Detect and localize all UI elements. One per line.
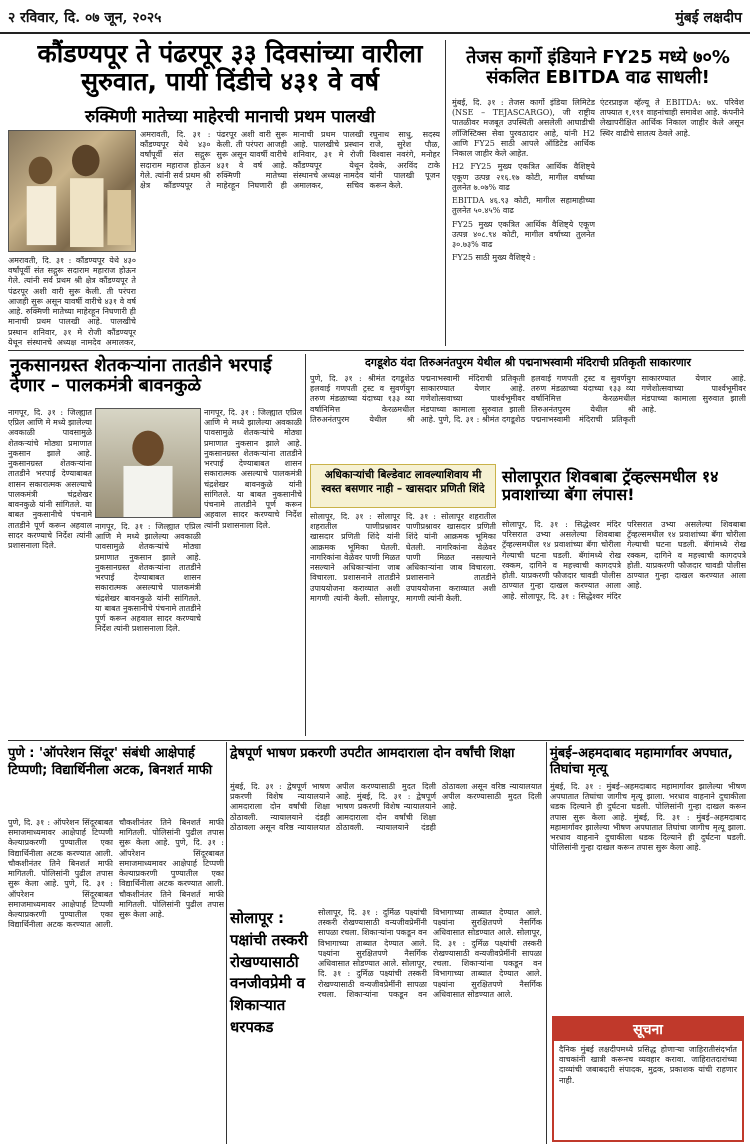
story1-photo (8, 130, 136, 252)
story7-headline: पुणे : 'ऑपरेशन सिंदूर' संबंधी आक्षेपार्ह टिप्पणी; विद्यार्थिनीला अटक, बिनशर्त माफी (8, 746, 213, 778)
story8-body: मुंबई, दि. ३१ : द्वेषपूर्ण भाषण प्रकरणी विशेष न्यायालयाने आमदाराला दोन वर्षांची शिक्षा ठोठावली. न्यायालयाने दंडही ठोठावला असून वरिष्ठ न्यायालयात अपील करण्यासाठी मुदत दिली आहे. मुंबई, दि. ३१ : द्वेषपूर्ण भाषण प्रकरणी विशेष न्यायालयाने आमदाराला दोन वर्षांची शिक्षा ठोठावली. न्यायालयाने दंडही ठोठावला असून वरिष्ठ न्यायालयात अपील करण्यासाठी मुदत दिली आहे. (230, 782, 542, 832)
story5-headline-box: अधिकाऱ्यांची बिल्डेवाट लावल्याशिवाय मी स्वस्त बसणार नाही – खासदार प्रणिती शिंदे (310, 464, 496, 508)
page-header (0, 0, 750, 34)
bullet: EBITDA ४६.९३ कोटी, मागील सहामाहीच्या तुलनेत ५०.४५% वाढ (452, 196, 595, 216)
bullet: H2 FY25 मुख्य एकत्रित आर्थिक वैशिष्ट्ये एकूण उत्पन्न २१६.१७ कोटी, मागील वर्षाच्या तुलनेत ७.०७% वाढ (452, 162, 595, 192)
story1-body-left: अमरावती, दि. ३१ : कौंडण्यपूर येथे ४३० वर्षांपूर्वी संत सद्गुरू सदाराम महाराज होऊन गेले. त्यांनी सर्व प्रथम श्री क्षेत्र कौंडण्यपूर ते पंढरपूर अशी वारी सुरू केली. ती परंपरा आजही सुरू असून यावर्षी वारीचे ४३१ वे वर्ष आहे. रुक्मिणी मातेच्या माहेरहून निघणारी ही मानाची प्रथम पालखी आहे. पालखीचे प्रस्थान शनिवार, ३१ मे रोजी कौंडण्यपूर येथून संस्थानचे अध्यक्ष नामदेव अमालकर, (8, 256, 136, 347)
story8-headline: द्वेषपूर्ण भाषण प्रकरणी उपटीत आमदाराला दोन वर्षांची शिक्षा (230, 746, 515, 761)
horizontal-divider (8, 740, 744, 741)
bullet: FY25 मुख्य एकत्रित आर्थिक वैशिष्ट्ये एकूण उत्पन्न ४०८.९४ कोटी, मागील वर्षाच्या तुलनेत ३०.७३% वाढ (452, 219, 595, 250)
story4-headline: दगडूशेठ यंदा तिरुअनंतपुरम येथील श्री पद्मनाभस्वामी मंदिराची प्रतिकृती साकारणार (364, 356, 692, 369)
story7-body: पुणे, दि. ३१ : ऑपरेशन सिंदूरबाबत समाजमाध्यमावर आक्षेपार्ह टिप्पणी केल्याप्रकरणी पुण्यातील एका विद्यार्थिनीला अटक करण्यात आली. चौकशीनंतर तिने बिनशर्त माफी मागितली. पोलिसांनी पुढील तपास सुरू केला आहे. पुणे, दि. ३१ : ऑपरेशन सिंदूरबाबत समाजमाध्यमावर आक्षेपार्ह टिप्पणी केल्याप्रकरणी पुण्यातील एका विद्यार्थिनीला अटक करण्यात आली. चौकशीनंतर तिने बिनशर्त माफी मागितली. पोलिसांनी पुढील तपास सुरू केला आहे. पुणे, दि. ३१ : ऑपरेशन सिंदूरबाबत समाजमाध्यमावर आक्षेपार्ह टिप्पणी केल्याप्रकरणी पुण्यातील एका विद्यार्थिनीला अटक करण्यात आली. चौकशीनंतर तिने बिनशर्त माफी मागितली. पोलिसांनी पुढील तपास सुरू केला आहे. (8, 818, 224, 930)
vertical-divider (445, 40, 446, 346)
story10-body: सोलापूर, दि. ३१ : दुर्मिळ पक्ष्यांची तस्करी रोखण्यासाठी वन्यजीवप्रेमींनी सापळा रचला. शिकाऱ्यांना पकडून वन विभागाच्या ताब्यात देण्यात आले. पक्ष्यांना सुरक्षितपणे नैसर्गिक अधिवासात सोडण्यात आले. सोलापूर, दि. ३१ : दुर्मिळ पक्ष्यांची तस्करी रोखण्यासाठी वन्यजीवप्रेमींनी सापळा रचला. शिकाऱ्यांना पकडून वन विभागाच्या ताब्यात देण्यात आले. पक्ष्यांना सुरक्षितपणे नैसर्गिक अधिवासात सोडण्यात आले. सोलापूर, दि. ३१ : दुर्मिळ पक्ष्यांची तस्करी रोखण्यासाठी वन्यजीवप्रेमींनी सापळा रचला. शिकाऱ्यांना पकडून वन विभागाच्या ताब्यात देण्यात आले. पक्ष्यांना सुरक्षितपणे नैसर्गिक अधिवासात सोडण्यात आले. (318, 908, 542, 999)
story9-headline: मुंबई–अहमदाबाद महामार्गावर अपघात, तिघांचा मृत्यू (550, 746, 733, 778)
story10-headline: सोलापूर : पक्षांची तस्करी रोखण्यासाठी वनजीवप्रेमी व शिकाऱ्यात धरपकड (230, 909, 308, 1036)
story9-body: मुंबई, दि. ३१ : मुंबई–अहमदाबाद महामार्गावर झालेल्या भीषण अपघातात तिघांचा जागीच मृत्यू झाला. भरधाव वाहनाने दुचाकीला धडक दिल्याने ही दुर्घटना घडली. पोलिसांनी गुन्हा दाखल करून तपास सुरू केला आहे. मुंबई, दि. ३१ : मुंबई–अहमदाबाद महामार्गावर झालेल्या भीषण अपघातात तिघांचा जागीच मृत्यू झाला. भरधाव वाहनाने दुचाकीला धडक दिल्याने ही दुर्घटना घडली. पोलिसांनी गुन्हा दाखल करून तपास सुरू केला आहे. (550, 782, 746, 853)
story1-subhead: रुक्मिणी मातेच्या माहेरची मानाची प्रथम पालखी (84, 107, 375, 127)
story4-body: पुणे, दि. ३१ : श्रीमंत दगडूशेठ हलवाई गणपती ट्रस्ट व सुवर्णयुग तरुण मंडळाच्या यंदाच्या १३३ व्या वर्षानिमित्त केरळमधील तिरुअनंतपुरम येथील श्री पद्मनाभस्वामी मंदिराची प्रतिकृती साकारण्यात येणार आहे. गणेशोत्सवाच्या पार्श्वभूमीवर मंडपाच्या कामाला सुरुवात झाली आहे. पुणे, दि. ३१ : श्रीमंत दगडूशेठ हलवाई गणपती ट्रस्ट व सुवर्णयुग तरुण मंडळाच्या यंदाच्या १३३ व्या वर्षानिमित्त केरळमधील तिरुअनंतपुरम येथील श्री पद्मनाभस्वामी मंदिराची प्रतिकृती साकारण्यात येणार आहे. गणेशोत्सवाच्या पार्श्वभूमीवर मंडपाच्या कामाला सुरुवात झाली आहे. (310, 374, 746, 424)
story6-headline: सोलापूरात शिवबाबा ट्रॅव्हल्समधील १४ प्रवाशांच्या बॅगा लंपास! (502, 467, 719, 505)
story3-body-left: नागपूर, दि. ३१ : जिल्ह्यात एप्रिल आणि मे मध्ये झालेल्या अवकाळी पावसामुळे शेतकऱ्यांचे मोठ्या प्रमाणात नुकसान झाले आहे. नुकसानग्रस्त शेतकऱ्यांना तातडीने भरपाई देण्याबाबत शासन सकारात्मक असल्याचे पालकमंत्री चंद्रशेखर बावनकुळे यांनी सांगितले. या बाबत नुकसानीचे पंचनामे तातडीने पूर्ण करून अहवाल सादर करण्याचे निर्देश त्यांनी प्रशासनाला दिले. (8, 408, 92, 551)
masthead: मुंबई लक्षदीप (675, 10, 742, 26)
bullet: FY25 साठी मुख्य वैशिष्ट्ये : (452, 253, 536, 263)
notice-box (552, 1016, 744, 1142)
vertical-divider (546, 742, 547, 1144)
story2-body-right: एंटरप्राइज व्हॅल्यू ते EBITDA: ७x. परिवेश ताफ्यात १,१९१ वाहनांचाही समावेश आहे. कंपनीने लेखापरीक्षित आर्थिक निकाल जाहीर केले असून स्थिर वाढीचे सातत्य ठेवले आहे. (600, 98, 744, 138)
notice-title: सूचना (554, 1018, 742, 1041)
story2-headline: तेजस कार्गो इंडियाने FY25 मध्ये ७०% संकलित EBITDA वाढ साधली! (466, 47, 730, 89)
story5-body: सोलापूर, दि. ३१ : सोलापूर शहरातील पाणीप्रश्नावर खासदार प्रणिती शिंदे यांनी आक्रमक भूमिका घेतली. नागरिकांना वेळेवर पाणी मिळत नसल्याने अधिकाऱ्यांना जाब विचारला. प्रशासनाने तातडीने उपाययोजना कराव्यात अशी मागणी त्यांनी केली. सोलापूर, दि. ३१ : सोलापूर शहरातील पाणीप्रश्नावर खासदार प्रणिती शिंदे यांनी आक्रमक भूमिका घेतली. नागरिकांना वेळेवर पाणी मिळत नसल्याने अधिकाऱ्यांना जाब विचारला. प्रशासनाने तातडीने उपाययोजना कराव्यात अशी मागणी त्यांनी केली. (310, 512, 496, 603)
vertical-divider (305, 354, 306, 736)
story6-body: सोलापूर, दि. ३१ : सिद्धेश्वर मंदिर परिसरात उभ्या असलेल्या शिवबाबा ट्रॅव्हल्समधील १४ प्रवाशांच्या बॅगा चोरीला गेल्याची घटना घडली. बॅगांमध्ये रोख रक्कम, दागिने व महत्त्वाची कागदपत्रे होती. याप्रकरणी फौजदार चावडी पोलीस ठाण्यात गुन्हा दाखल करण्यात आला आहे. सोलापूर, दि. ३१ : सिद्धेश्वर मंदिर परिसरात उभ्या असलेल्या शिवबाबा ट्रॅव्हल्समधील १४ प्रवाशांच्या बॅगा चोरीला गेल्याची घटना घडली. बॅगांमध्ये रोख रक्कम, दागिने व महत्त्वाची कागदपत्रे होती. याप्रकरणी फौजदार चावडी पोलीस ठाण्यात गुन्हा दाखल करण्यात आला आहे. (502, 520, 746, 601)
story3-photo (95, 408, 201, 518)
vertical-divider (226, 742, 227, 1144)
horizontal-divider (8, 350, 744, 351)
story1-body: अमरावती, दि. ३१ : कौंडण्यपूर येथे ४३० वर्षांपूर्वी संत सद्गुरू सदाराम महाराज होऊन गेले. त्यांनी सर्व प्रथम श्री क्षेत्र कौंडण्यपूर ते पंढरपूर अशी वारी सुरू केली. ती परंपरा आजही सुरू असून यावर्षी वारीचे ४३१ वे वर्ष आहे. रुक्मिणी मातेच्या माहेरहून निघणारी ही मानाची प्रथम पालखी आहे. पालखीचे प्रस्थान शनिवार, ३१ मे रोजी कौंडण्यपूर येथून संस्थानचे अध्यक्ष नामदेव अमालकर, सचिव रघुनाथ साधु, सदस्य राजे, सुरेश पौळ, विश्वास नवरंगे, मनोहर देवके, अरविंद टाके यांनी पालखी पूजन करून केले. (140, 130, 440, 191)
page-number-date: २ रविवार, दि. ०७ जून, २०२५ (8, 10, 162, 26)
story2-body: मुंबई, दि. ३१ : तेजस कार्गो इंडिया लिमिटेड (NSE – TEJASCARGO), जी राष्ट्रीय पातळीवर मजबूत उपस्थिती असलेली आघाडीची लॉजिस्टिक्स सेवा पुरवठादार आहे, यांनी H2 आणि FY25 साठी आपले ऑडिटेड आर्थिक निकाल जाहीर केले आहेत. H2 FY25 मुख्य एकत्रित आर्थिक वैशिष्ट्ये एकूण उत्पन्न २१६.१७ कोटी, मागील वर्षाच्या तुलनेत ७.०७% वाढ EBITDA ४६.९३ कोटी, मागील सहामाहीच्या तुलनेत ५०.४५% वाढ FY25 मुख्य एकत्रित आर्थिक वैशिष्ट्ये एकूण उत्पन्न ४०८.९४ कोटी, मागील वर्षाच्या तुलनेत ३०.७३% वाढ FY25 साठी मुख्य वैशिष्ट्ये : (452, 98, 595, 263)
story3-body-mid: नागपूर, दि. ३१ : जिल्ह्यात एप्रिल आणि मे मध्ये झालेल्या अवकाळी पावसामुळे शेतकऱ्यांचे मोठ्या प्रमाणात नुकसान झाले आहे. नुकसानग्रस्त शेतकऱ्यांना तातडीने भरपाई देण्याबाबत शासन सकारात्मक असल्याचे पालकमंत्री चंद्रशेखर बावनकुळे यांनी सांगितले. या बाबत नुकसानीचे पंचनामे तातडीने पूर्ण करून अहवाल सादर करण्याचे निर्देश त्यांनी प्रशासनाला दिले. (95, 522, 201, 634)
notice-body: दैनिक मुंबई लक्षदीपमध्ये प्रसिद्ध होणाऱ्या जाहिरातीसंदर्भात वाचकांनी खात्री करूनच व्यवहार करावा. जाहिरातदारांच्या दाव्यांची जबाबदारी संपादक, मुद्रक, प्रकाशक यांची राहणार नाही. (559, 1045, 737, 1085)
story1-headline: कौंडण्यपूर ते पंढरपूर ३३ दिवसांच्या वारीला सुरुवात, पायी दिंडीचे ४३१ वे वर्ष (37, 39, 423, 96)
story3-body-right: नागपूर, दि. ३१ : जिल्ह्यात एप्रिल आणि मे मध्ये झालेल्या अवकाळी पावसामुळे शेतकऱ्यांचे मोठ्या प्रमाणात नुकसान झाले आहे. नुकसानग्रस्त शेतकऱ्यांना तातडीने भरपाई देण्याबाबत शासन सकारात्मक असल्याचे पालकमंत्री चंद्रशेखर बावनकुळे यांनी सांगितले. या बाबत नुकसानीचे पंचनामे तातडीने पूर्ण करून अहवाल सादर करण्याचे निर्देश त्यांनी प्रशासनाला दिले. (204, 408, 302, 530)
story3-headline: नुकसानग्रस्त शेतकऱ्यांना तातडीने भरपाई देणार – पालकमंत्री बावनकुळे (10, 355, 272, 397)
